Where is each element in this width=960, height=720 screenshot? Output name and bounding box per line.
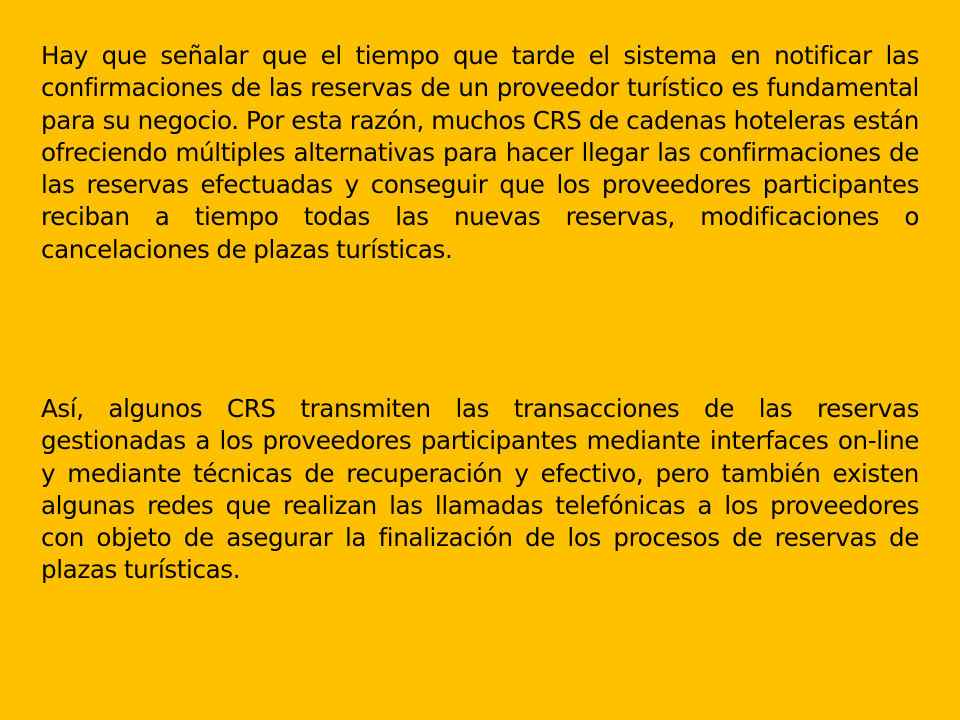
paragraph-1: Hay que señalar que el tiempo que tarde el sistema en notificar las confirmaciones de las reservas de un proveedor turístico es fundamental para su negocio. Por esta razón, muchos CRS de cadenas hoteleras están ofreciendo múltiples alternativas para hacer llegar las confirmaciones de las reservas efectuadas y conseguir que los proveedores participantes reciban a tiempo todas las nuevas reservas, modificaciones o cancelaciones de plazas turísticas.	[41, 41, 919, 264]
paragraph-2: Así, algunos CRS transmiten las transacciones de las reservas gestionadas a los proveedores participantes mediante interfaces on-line y mediante técnicas de recuperación y efectivo, pero también existen algunas redes que realizan las llamadas telefónicas a los proveedores con objeto de asegurar la finalización de los procesos de reservas de plazas turísticas.	[41, 394, 919, 585]
